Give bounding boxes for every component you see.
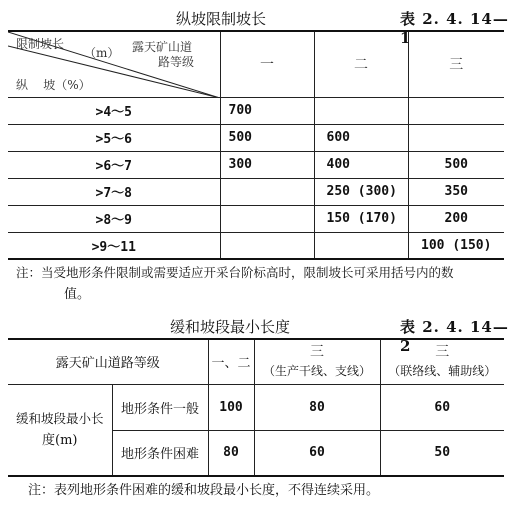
grade-3-header: 三 [408,31,504,97]
table1-diagonal-header [8,31,220,97]
table-row [8,97,504,124]
table1-title: 纵坡限制坡长 [176,10,267,28]
value-cell: 400 [314,151,408,178]
value-cell: 500 [408,151,504,178]
table-row [8,151,504,178]
grade-3-aux-desc: （联络线、辅助线） [388,363,497,378]
value-cell: 350 [408,178,504,205]
min-length-label-line1: 缓和坡段最小长 [15,410,104,426]
value-cell [408,97,504,124]
value-cell: 60 [254,430,380,476]
min-length-label [8,384,112,476]
road-grade-label: 露天矿山道路等级 [8,339,208,384]
condition-cell: 地形条件困难 [112,430,208,476]
table2-title: 缓和坡段最小长度 [170,318,291,336]
value-cell: 200 [408,205,504,232]
grade-3-aux-header [380,339,504,384]
value-cell [408,124,504,151]
slope-length-table [8,30,504,260]
value-cell: 150 (170) [314,205,408,232]
value-cell: 600 [314,124,408,151]
slope-cell: >8～9 [8,205,220,232]
value-cell [220,178,314,205]
value-cell: 500 [220,124,314,151]
grade-2-header: 二 [314,31,408,97]
value-cell: 250 (300) [314,178,408,205]
table1-note-line1: 注：当受地形条件限制或需要适应开采台阶标高时，限制坡长可采用括号内的数 [16,265,454,280]
grade-1-header: 一 [220,31,314,97]
grade-1-2-header: 一、二 [208,339,254,384]
value-cell: 700 [220,97,314,124]
table1-note [16,262,504,306]
grade-3-main-header [254,339,380,384]
value-cell [314,232,408,259]
value-cell: 60 [380,384,504,430]
table1-note-line2: 值。 [64,287,91,302]
slope-cell: >4～5 [8,97,220,124]
table-row [8,124,504,151]
gentle-slope-table [8,338,504,477]
grade-3-main-desc: （生产干线、支线） [262,363,371,378]
diag-label-slope: 纵 坡（%） [16,78,91,92]
diag-label-unit: （m） [84,46,120,60]
grade-3-main-roman: 三 [310,343,324,360]
table2-note: 注：表列地形条件困难的缓和坡段最小长度，不得连续采用。 [28,483,380,498]
value-cell [220,205,314,232]
condition-cell: 地形条件一般 [112,384,208,430]
value-cell: 50 [380,430,504,476]
slope-cell: >7～8 [8,178,220,205]
value-cell: 80 [254,384,380,430]
diag-label-length: 限制坡长 [16,37,65,51]
table-row [8,232,504,259]
value-cell [220,232,314,259]
slope-cell: >5～6 [8,124,220,151]
table-row [8,205,504,232]
slope-cell: >6～7 [8,151,220,178]
value-cell: 300 [220,151,314,178]
table2-number: 表 2. 4. 14—2 [400,318,509,355]
table-row [8,178,504,205]
value-cell: 80 [208,430,254,476]
diag-label-grade-1: 露天矿山道 [132,40,193,54]
diag-label-grade-2: 路等级 [158,55,195,69]
value-cell: 100 [208,384,254,430]
grade-3-aux-roman: 三 [435,343,450,360]
table-row [8,384,504,430]
slope-cell: >9～11 [8,232,220,259]
value-cell [314,97,408,124]
value-cell: 100 (150) [408,232,504,259]
table1-number: 表 2. 4. 14—1 [400,10,509,47]
min-length-label-line2: 度(m) [42,432,78,448]
